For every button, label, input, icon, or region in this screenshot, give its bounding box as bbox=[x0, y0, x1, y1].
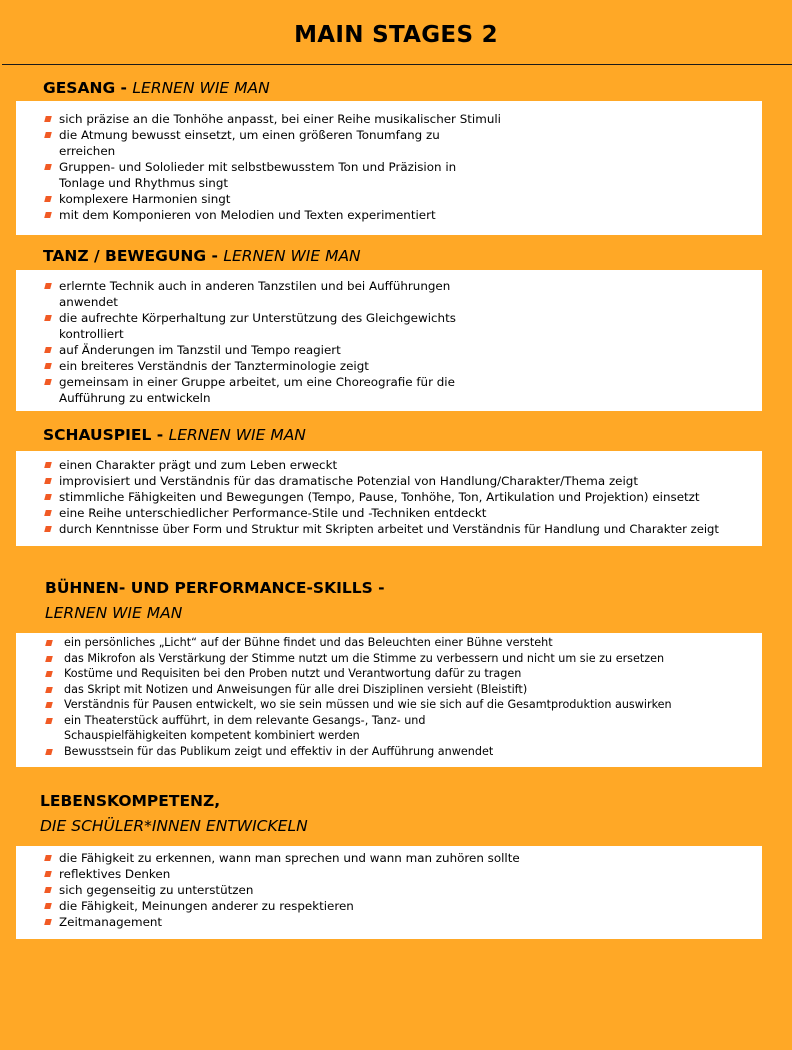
bullet-icon bbox=[44, 855, 52, 861]
item-text: komplexere Harmonien singt bbox=[59, 192, 231, 206]
heading-sub: LERNEN WIE MAN bbox=[132, 79, 270, 97]
item-text: stimmliche Fähigkeiten und Bewegungen (Tempo, Pause, Tonhöhe, Ton, Artikulation und Projektion) einsetzt bbox=[59, 490, 700, 504]
list-item bbox=[16, 505, 762, 521]
item-text: Bewusstsein für das Publikum zeigt und effektiv in der Aufführung anwendet bbox=[64, 744, 494, 758]
bullet-icon bbox=[44, 196, 52, 202]
section-heading-lebenskompetenz bbox=[40, 789, 308, 839]
list-item bbox=[16, 374, 762, 406]
list-item bbox=[16, 191, 762, 207]
item-text-cont: anwendet bbox=[59, 295, 118, 309]
item-text: Zeitmanagement bbox=[59, 915, 163, 929]
heading-main: GESANG - bbox=[43, 79, 133, 97]
heading-sub: LERNEN WIE MAN bbox=[168, 426, 306, 444]
section-heading-gesang bbox=[43, 76, 270, 100]
item-text: ein breiteres Verständnis der Tanzterminologie zeigt bbox=[59, 359, 369, 373]
list-item bbox=[16, 866, 762, 882]
list-item bbox=[16, 310, 762, 342]
item-text-cont: Aufführung zu entwickeln bbox=[59, 391, 211, 405]
section-box-tanz bbox=[16, 270, 762, 411]
item-text-cont: erreichen bbox=[59, 144, 116, 158]
item-text: Kostüme und Requisiten bei den Proben nutzt und Verantwortung dafür zu tragen bbox=[64, 667, 522, 680]
bullet-icon bbox=[44, 462, 52, 468]
bullet-icon bbox=[44, 526, 52, 532]
heading-sub: LERNEN WIE MAN bbox=[45, 604, 183, 622]
item-text-cont: kontrolliert bbox=[59, 327, 124, 341]
section-heading-performance bbox=[45, 576, 385, 626]
section-heading-schauspiel bbox=[43, 423, 306, 447]
item-text: die Atmung bewusst einsetzt, um einen größeren Tonumfang zu bbox=[59, 128, 440, 142]
heading-main: LEBENSKOMPETENZ, bbox=[40, 792, 221, 810]
heading-main: BÜHNEN- UND PERFORMANCE-SKILLS - bbox=[45, 579, 385, 597]
list-item bbox=[16, 342, 762, 358]
bullet-icon bbox=[44, 283, 52, 289]
item-text-cont: Schauspielfähigkeiten kompetent kombiniert werden bbox=[64, 729, 360, 742]
item-text: Gruppen- und Sololieder mit selbstbewusstem Ton und Präzision in bbox=[59, 160, 457, 174]
bullet-icon bbox=[44, 510, 52, 516]
bullet-icon bbox=[45, 656, 53, 662]
list-item bbox=[16, 358, 762, 374]
list-item bbox=[16, 882, 762, 898]
list-item bbox=[16, 914, 762, 930]
list-item bbox=[16, 278, 762, 310]
heading-sub: LERNEN WIE MAN bbox=[223, 247, 361, 265]
item-text: sich präzise an die Tonhöhe anpasst, bei einer Reihe musikalischer Stimuli bbox=[59, 112, 501, 126]
list-item bbox=[16, 489, 762, 505]
bullet-icon bbox=[44, 212, 52, 218]
heading-main: SCHAUSPIEL - bbox=[43, 426, 169, 444]
item-text: das Skript mit Notizen und Anweisungen für alle drei Disziplinen versieht (Bleistift) bbox=[64, 682, 528, 696]
bullet-icon bbox=[44, 494, 52, 500]
list-item bbox=[16, 457, 762, 473]
list-item bbox=[16, 111, 762, 127]
list-item bbox=[16, 207, 762, 223]
bullet-icon bbox=[45, 749, 53, 755]
bullet-icon bbox=[44, 903, 52, 909]
page-title: MAIN STAGES 2 bbox=[294, 22, 498, 48]
bullet-icon bbox=[44, 132, 52, 138]
item-text: Verständnis für Pausen entwickelt, wo sie sein müssen und wie sie sich auf die Gesamtproduktion auswirken bbox=[64, 698, 672, 711]
list-item bbox=[16, 713, 762, 744]
item-text: die aufrechte Körperhaltung zur Unterstützung des Gleichgewichts bbox=[59, 311, 456, 325]
list-item bbox=[16, 850, 762, 866]
bullet-icon bbox=[45, 718, 53, 724]
bullet-icon bbox=[45, 671, 53, 677]
item-text: erlernte Technik auch in anderen Tanzstilen und bei Aufführungen bbox=[59, 279, 451, 293]
bullet-icon bbox=[44, 347, 52, 353]
item-text-cont: Tonlage und Rhythmus singt bbox=[59, 176, 229, 190]
item-text: die Fähigkeit zu erkennen, wann man sprechen und wann man zuhören sollte bbox=[59, 851, 520, 865]
list-item bbox=[16, 697, 762, 713]
bullet-icon bbox=[44, 164, 52, 170]
item-text: die Fähigkeit, Meinungen anderer zu respektieren bbox=[59, 899, 354, 913]
section-box-gesang bbox=[16, 101, 762, 235]
bullet-icon bbox=[44, 478, 52, 484]
item-text: ein Theaterstück aufführt, in dem relevante Gesangs-, Tanz- und bbox=[64, 713, 426, 727]
list-item bbox=[16, 127, 762, 159]
list-item bbox=[16, 744, 762, 760]
item-text: sich gegenseitig zu unterstützen bbox=[59, 883, 254, 897]
bullet-icon bbox=[44, 871, 52, 877]
list-item bbox=[16, 651, 762, 667]
item-text: mit dem Komponieren von Melodien und Texten experimentiert bbox=[59, 208, 436, 222]
title-divider bbox=[2, 64, 792, 65]
bullet-icon bbox=[44, 887, 52, 893]
heading-main: TANZ / BEWEGUNG - bbox=[43, 247, 224, 265]
bullet-icon bbox=[44, 919, 52, 925]
bullet-icon bbox=[45, 640, 53, 646]
bullet-icon bbox=[44, 116, 52, 122]
item-text: reflektives Denken bbox=[59, 867, 171, 881]
item-text: eine Reihe unterschiedlicher Performance-Stile und -Techniken entdeckt bbox=[59, 506, 487, 520]
item-text: auf Änderungen im Tanzstil und Tempo reagiert bbox=[59, 343, 341, 357]
list-item bbox=[16, 898, 762, 914]
heading-sub: DIE SCHÜLER*INNEN ENTWICKELN bbox=[40, 817, 308, 835]
bullet-icon bbox=[45, 702, 53, 708]
bullet-icon bbox=[45, 687, 53, 693]
list-item bbox=[16, 635, 762, 651]
list-item bbox=[16, 666, 762, 682]
item-text: ein persönliches „Licht“ auf der Bühne findet und das Beleuchten einer Bühne versteht bbox=[64, 636, 553, 649]
bullet-icon bbox=[44, 315, 52, 321]
item-text: durch Kenntnisse über Form und Struktur mit Skripten arbeitet und Verständnis für Handlung und Charakter zeigt bbox=[59, 522, 719, 536]
section-heading-tanz bbox=[43, 244, 361, 268]
item-text: einen Charakter prägt und zum Leben erweckt bbox=[59, 458, 338, 472]
list-item bbox=[16, 159, 762, 191]
item-text: das Mikrofon als Verstärkung der Stimme nutzt um die Stimme zu verbessern und nicht um sie zu ersetzen bbox=[64, 651, 665, 665]
item-text: improvisiert und Verständnis für das dramatische Potenzial von Handlung/Charakter/Thema zeigt bbox=[59, 474, 639, 488]
bullet-icon bbox=[44, 379, 52, 385]
section-box-lebenskompetenz bbox=[16, 846, 762, 939]
section-box-performance bbox=[16, 633, 762, 767]
section-box-schauspiel bbox=[16, 451, 762, 546]
bullet-icon bbox=[44, 363, 52, 369]
list-item bbox=[16, 521, 762, 537]
list-item bbox=[16, 473, 762, 489]
item-text: gemeinsam in einer Gruppe arbeitet, um eine Choreografie für die bbox=[59, 375, 455, 389]
list-item bbox=[16, 682, 762, 698]
